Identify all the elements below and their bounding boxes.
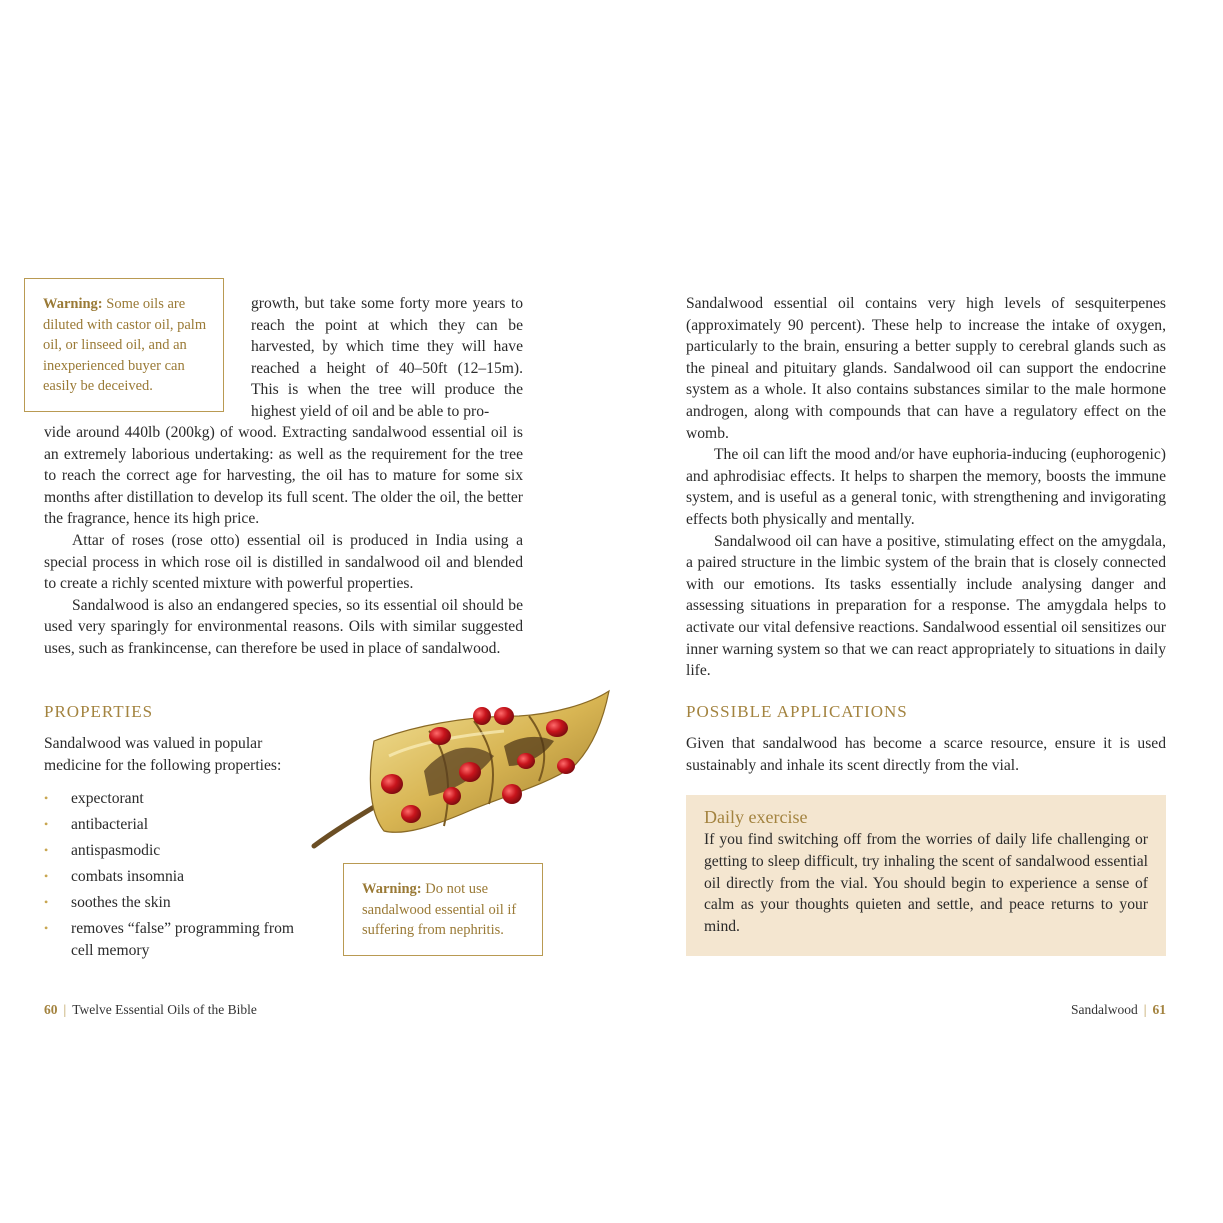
bullet-icon: • bbox=[44, 816, 49, 831]
applications-heading: POSSIBLE APPLICATIONS bbox=[686, 702, 908, 721]
paragraph-sesquiterpenes: Sandalwood essential oil contains very high levels of sesquiterpenes (approximately 90 percent). These help to increase the intake of oxygen, particularly to the brain, ensuring a better supply to cerebral glands such as the pineal and pituitary glands. Sandalwood oil can support the endocrine system as a whole. It also contains substances similar to the male hormone androgen, along with compounds that can have a regulatory effect on the womb. bbox=[686, 295, 1166, 442]
sandalwood-seed-pod-image bbox=[304, 686, 610, 858]
footer-separator: | bbox=[63, 1002, 67, 1017]
bullet-icon: • bbox=[44, 842, 49, 857]
page-number: 61 bbox=[1152, 1002, 1166, 1017]
properties-list bbox=[44, 788, 319, 966]
warning-text: Some oils are diluted with castor oil, palm oil, or linseed oil, and an inexperienced buyer can easily be deceived. bbox=[43, 296, 207, 395]
paragraph-wrapped-intro: growth, but take some forty more years to reach the point at which they can be harvested, by which time they will have reached a height of 40–50ft (12–15m). This is when the tree will produce the highest yield of oil and be able to pro- bbox=[251, 295, 523, 420]
list-item: • antispasmodic bbox=[44, 840, 319, 862]
paragraph-endangered-species: Sandalwood is also an endangered species, so its essential oil should be used very sparingly for environmental reasons. Oils with similar suggested uses, such as frankincense, can therefore be used in place of sandalwood. bbox=[44, 596, 523, 657]
right-footer bbox=[1071, 1002, 1166, 1018]
left-page bbox=[44, 0, 524, 1223]
paragraph-attar-of-roses: Attar of roses (rose otto) essential oil is produced in India using a special process in which rose oil is distilled in sandalwood oil and blended to create a richly scented mixture with powerful properties. bbox=[44, 531, 523, 593]
bullet-icon: • bbox=[44, 894, 49, 909]
list-item: • combats insomnia bbox=[44, 866, 319, 888]
list-item: • antibacterial bbox=[44, 814, 319, 836]
bullet-icon: • bbox=[44, 920, 49, 935]
warning-text: Do not use sandalwood essential oil if suffering from nephritis. bbox=[362, 881, 517, 939]
warning-box-oil-dilution bbox=[24, 278, 224, 412]
warning-label: Warning: bbox=[43, 296, 103, 312]
list-item: • removes “false” programming from cell memory bbox=[44, 919, 294, 959]
exercise-title: Daily exercise bbox=[704, 807, 808, 827]
book-title: Twelve Essential Oils of the Bible bbox=[72, 1002, 257, 1017]
list-item: • expectorant bbox=[44, 788, 319, 810]
left-body-column bbox=[44, 422, 523, 660]
chapter-title: Sandalwood bbox=[1071, 1002, 1138, 1017]
right-body-column bbox=[686, 293, 1166, 682]
paragraph-amygdala: Sandalwood oil can have a positive, stimulating effect on the amygdala, a paired structure in the limbic system of the brain that is closely connected with our emotions. Its tasks essentially include analysing danger and assessing situations in preparation for a response. The amygdala helps to activate our vital defensive reactions. Sandalwood essential oil sensitizes our inner warning system so that we can react appropriately to situations in daily life. bbox=[686, 532, 1166, 680]
properties-heading: PROPERTIES bbox=[44, 702, 154, 721]
applications-text: Given that sandalwood has become a scarce resource, ensure it is used sustainably and inhale its scent directly from the vial. bbox=[686, 735, 1166, 774]
right-page bbox=[686, 0, 1166, 1223]
footer-separator: | bbox=[1143, 1002, 1147, 1017]
properties-intro: Sandalwood was valued in popular medicine for the following properties: bbox=[44, 735, 282, 774]
paragraph-mood: The oil can lift the mood and/or have euphoria-inducing (euphorogenic) and aphrodisiac effects. It helps to sharpen the memory, boosts the immune system, and is useful as a general tonic, with strengthening and invigorating effects both physically and mentally. bbox=[686, 446, 1166, 528]
paragraph-harvest-continued: vide around 440lb (200kg) of wood. Extracting sandalwood essential oil is an extremely laborious undertaking: as well as the requirement for the tree to reach the correct age for harvesting, the oil has to mature for some six months after distillation to develop its full scent. The older the oil, the better the fragrance, hence its high price. bbox=[44, 424, 523, 528]
warning-box-nephritis bbox=[343, 863, 543, 956]
exercise-text: If you find switching off from the worries of daily life challenging or getting to sleep difficult, try inhaling the scent of sandalwood essential oil directly from the vial. You should begin to experience a sense of calm as your thoughts quieten and settle, and peace returns to your mind. bbox=[704, 831, 1148, 936]
bullet-icon: • bbox=[44, 791, 49, 805]
list-item: • soothes the skin bbox=[44, 892, 319, 914]
bullet-icon: • bbox=[44, 868, 49, 883]
left-footer bbox=[44, 1002, 257, 1018]
daily-exercise-box bbox=[686, 795, 1166, 956]
page-number: 60 bbox=[44, 1002, 58, 1017]
warning-label: Warning: bbox=[362, 881, 422, 897]
